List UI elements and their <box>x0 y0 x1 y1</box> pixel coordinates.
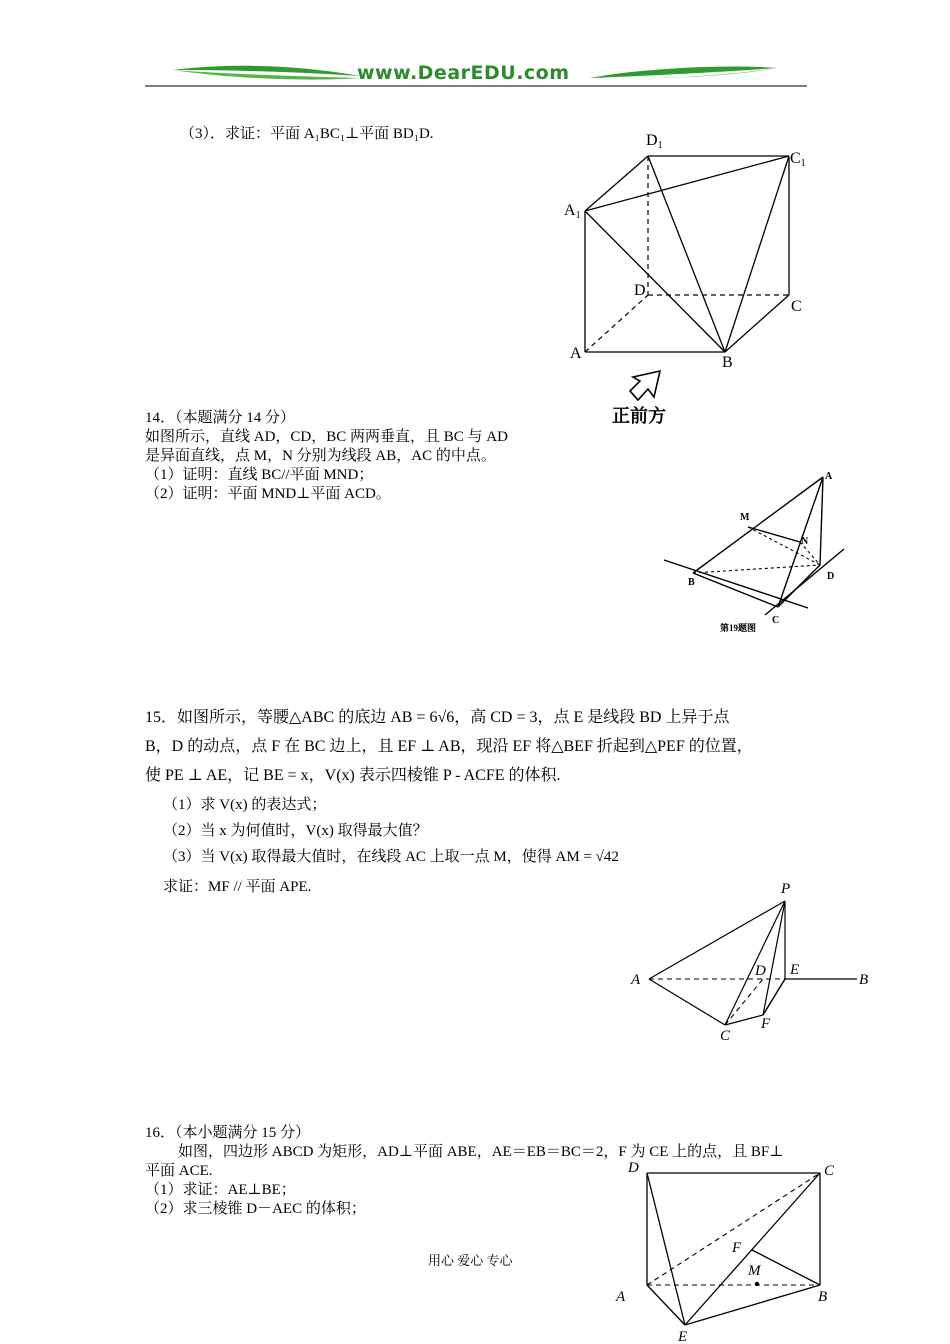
q16-label-d: D <box>628 1160 639 1176</box>
q13-part3: （3）．求证：平面 A₁BC₁⊥平面 BD₁D. <box>180 126 434 142</box>
q15-label-b: B <box>859 972 869 988</box>
q15-label-e: E <box>790 962 800 978</box>
q14-label-n: N <box>801 536 809 547</box>
q14-label-d: D <box>827 571 835 582</box>
q14-line5: （2）证明：平面 MND⊥平面 ACD。 <box>145 486 391 502</box>
q15-part3: （3）当 V(x) 取得最大值时，在线段 AC 上取一点 M，使得 AM = √42 <box>163 849 619 865</box>
cube-label-d: D <box>634 282 646 299</box>
q16-label-c: C <box>824 1163 835 1179</box>
q15-label-d: D <box>755 963 766 979</box>
q15-line3: 使 PE ⊥ AE，记 BE = x，V(x) 表示四棱锥 P - ACFE 的体积. <box>145 767 561 784</box>
q16-label-a: A <box>616 1289 626 1305</box>
q15-line2: B，D 的动点，点 F 在 BC 边上，且 EF ⊥ AB，现沿 EF 将△BEF 折起到△PEF 的位置， <box>145 738 753 755</box>
q15-label-f: F <box>761 1016 771 1032</box>
q15-part2: （2）当 x 为何值时，V(x) 取得最大值？ <box>163 823 428 839</box>
q15-label-a: A <box>631 972 641 988</box>
q14-label-b: B <box>688 577 695 588</box>
q16-label-m: M <box>748 1263 761 1279</box>
q15-part1: （1）求 V(x) 的表达式； <box>163 797 327 813</box>
q16-line2: 如图，四边形 ABCD 为矩形，AD⊥平面 ABE，AE＝EB＝BC＝2，F 为 CE 上的点，且 BF⊥ <box>178 1144 784 1160</box>
cube-label-d1: D1 <box>646 132 663 151</box>
q16-part2: （2）求三棱锥 D－AEC 的体积； <box>145 1201 366 1217</box>
cube-label-b: B <box>722 354 733 371</box>
q15-figure <box>625 875 880 1050</box>
q14-line3: 是异面直线，点 M，N 分别为线段 AB，AC 的中点。 <box>145 448 496 464</box>
q16-line1: 16．（本小题满分 15 分） <box>145 1125 311 1141</box>
q16-part1: （1）求证：AE⊥BE； <box>145 1182 296 1198</box>
q15-part3b: 求证：MF // 平面 APE. <box>163 879 312 895</box>
q14-caption: 第19题图 <box>720 623 757 633</box>
q14-label-a: A <box>825 471 833 482</box>
q14-line4: （1）证明：直线 BC//平面 MND； <box>145 467 374 483</box>
cube-label-c1: C1 <box>790 150 806 169</box>
q14-line1: 14．（本题满分 14 分） <box>145 410 296 426</box>
q16-line3: 平面 ACE. <box>145 1163 213 1179</box>
q14-line2: 如图所示，直线 AD，CD，BC 两两垂直，且 BC 与 AD <box>145 429 508 445</box>
cube-label-a1: A1 <box>564 202 581 221</box>
cube-label-c: C <box>791 298 802 315</box>
q15-label-p: P <box>781 881 791 897</box>
q16-figure <box>610 1155 850 1344</box>
q14-figure <box>660 465 850 645</box>
logo-text: www.DearEDU.com <box>357 62 570 84</box>
q16-label-b: B <box>818 1289 828 1305</box>
q15-label-c: C <box>720 1028 731 1044</box>
front-arrow-icon <box>630 371 660 400</box>
q16-label-e: E <box>678 1329 688 1344</box>
cube-figure <box>560 125 820 430</box>
front-label: 正前方 <box>612 406 666 426</box>
q15-line1: 15．如图所示，等腰△ABC 的底边 AB = 6√6，高 CD = 3，点 E 是线段 BD 上异于点 <box>145 709 730 726</box>
q14-label-c: C <box>772 615 780 626</box>
header-logo <box>145 58 807 90</box>
q16-label-f: F <box>732 1240 742 1256</box>
cube-label-a: A <box>570 345 582 362</box>
footer-text: 用心 爱心 专心 <box>428 1253 513 1268</box>
q14-label-m: M <box>740 512 750 523</box>
